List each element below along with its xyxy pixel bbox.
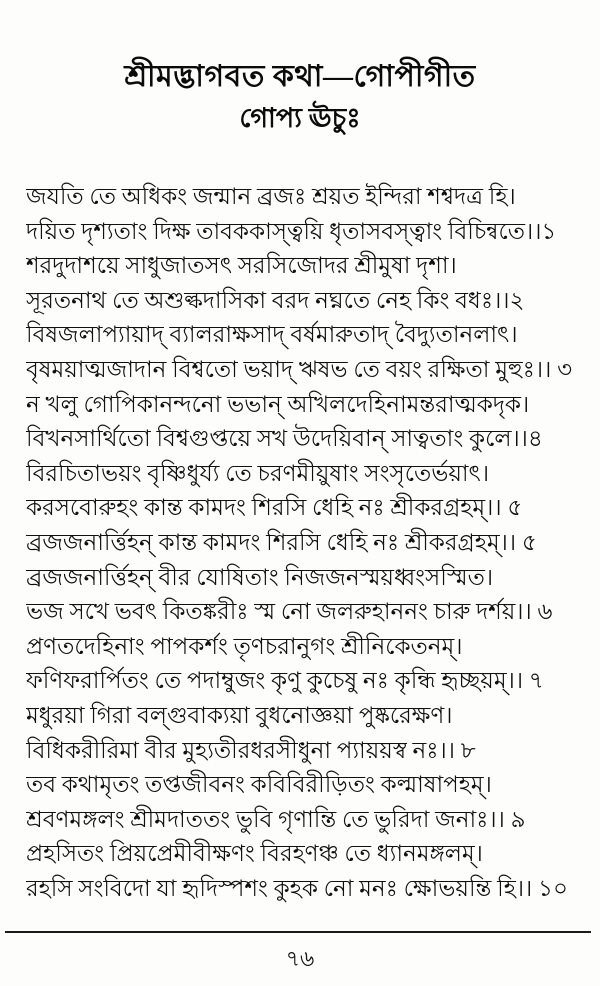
verse-line: ব্রজজনার্ত্তিহন্ কান্ত কামদং শিরসি ধেহি নঃ শ্রীকরগ্রহম্।। ৫ xyxy=(26,529,537,555)
verse-line: প্রহসিতং প্রিয়প্রেমীবীক্ষণং বিরহণঞ্চ তে ধ্যানমঙ্গলম্। xyxy=(26,841,483,867)
verse-line: দয়িত দৃশ্যতাং দিক্ষ তাবককাস্ত্বয়ি ধৃতাসবস্ত্বাং বিচিন্বতে।।১ xyxy=(26,218,557,244)
verse-line: সূরতনাথ তে অশুল্কদাসিকা বরদ নঘ্নতে নেহ কিং বধঃ।।২ xyxy=(26,287,525,313)
page-number: ৭৬ xyxy=(285,946,315,971)
verse-line: ভজ সখে ভবৎ কিতঙ্করীঃ স্ম নো জলরুহাননং চারু দর্শয়।। ৬ xyxy=(26,599,553,625)
verse-line: বিখনসার্থিতো বিশ্বগুপ্তয়ে সখ উদেয়িবান্ সাত্বতাং কুলে।।৪ xyxy=(26,426,543,452)
verse-line: বিধিকরীরিমা বীর মুহ্যতীরধরসীধুনা প্যায়য়স্ব নঃ।। ৮ xyxy=(26,737,476,763)
footer-divider xyxy=(5,931,591,933)
verse-line: ব্রজজনার্ত্তিহন্ বীর যোষিতাং নিজজনস্ময়ধ্বংসস্মিত। xyxy=(26,564,494,590)
heading-block xyxy=(0,0,600,135)
verse-line: করসবোরুহং কান্ত কামদং শিরসি ধেহি নঃ শ্রীকরগ্রহম্।। ৫ xyxy=(26,495,523,521)
page-title: শ্রীমদ্ভাগবত কথা—গোপীগীত xyxy=(124,60,476,93)
verse-line: বিরচিতাভয়ং বৃষ্ণিধুর্য্য তে চরণমীয়ুষাং সংসৃতের্ভয়াৎ। xyxy=(26,460,490,486)
verse-line: শরদুদাশয়ে সাধুজাতসৎ সরসিজোদর শ্রীমুষা দৃশা। xyxy=(26,253,457,279)
verse-list xyxy=(26,180,592,906)
verse-line: বৃষময়াত্মজাদান বিশ্বতো ভয়াদ্ ঋষভ তে বয়ং রক্ষিতা মুহুঃ।। ৩ xyxy=(26,356,573,382)
verse-line: জযতি তে অধিকং জন্মান ব্রজঃ শ্রয়ত ইন্দিরা শশ্বদত্র হি। xyxy=(26,184,516,209)
verse-line: রহসি সংবিদো যা হৃদিস্পশং কুহক নো মনঃ ক্ষোভয়ন্তি হি।। ১০ xyxy=(26,875,568,901)
verse-line: বিষজলাপ্যায়াদ্ ব্যালরাক্ষসাদ্ বর্ষমারুতাদ্ বৈদ্যুতানলাৎ। xyxy=(26,322,518,348)
verse-line: শ্রবণমঙ্গলং শ্রীমদাততং ভুবি গৃণান্তি তে ভুরিদা জনাঃ।। ৯ xyxy=(26,806,526,832)
verse-line: মধুরয়া গিরা বল্গুবাক্যয়া বুধনোজ্ঞয়া পুষ্করেক্ষণ। xyxy=(26,702,453,728)
verse-line: ন খলু গোপিকানন্দনো ভভান্ অখিলদেহিনামন্তরাত্মকদৃক। xyxy=(26,391,530,417)
verse-line: ফণিফরার্পিতং তে পদাম্বুজং কৃণু কুচেষু নঃ কৃন্ধি হৃচ্ছয়ম্।। ৭ xyxy=(26,668,544,694)
verse-line: তব কথামৃতং তপ্তজীবনং কবিবিরীড়িতং কল্মাষাপহম্। xyxy=(26,772,492,798)
verse-line: প্রণতদেহিনাং পাপকর্শং তৃণচরানুগং শ্রীনিকেতনম্। xyxy=(26,633,463,659)
page-subtitle: গোপ্য ঊচুঃ xyxy=(239,102,361,133)
